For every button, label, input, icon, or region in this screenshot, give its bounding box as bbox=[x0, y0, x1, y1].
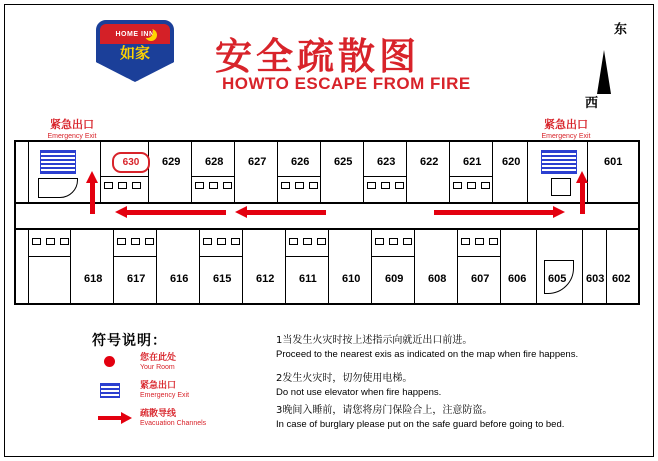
fixture bbox=[132, 182, 141, 189]
room-617: 617 bbox=[127, 273, 146, 285]
room-615: 615 bbox=[213, 273, 232, 285]
bathroom-wall bbox=[199, 256, 242, 257]
fixture bbox=[217, 238, 226, 245]
red-dot-icon bbox=[96, 352, 130, 372]
room-616: 616 bbox=[170, 273, 189, 285]
bathroom-wall bbox=[277, 176, 320, 177]
partition bbox=[242, 230, 243, 303]
fixture bbox=[403, 238, 412, 245]
compass bbox=[583, 18, 627, 110]
partition bbox=[100, 142, 101, 202]
fixture bbox=[289, 238, 298, 245]
fixture bbox=[381, 182, 390, 189]
corridor-wall-bottom bbox=[16, 228, 638, 230]
fixture bbox=[203, 238, 212, 245]
partition bbox=[500, 230, 501, 303]
partition bbox=[371, 230, 372, 303]
fixture bbox=[375, 238, 384, 245]
partition bbox=[320, 142, 321, 202]
compass-east-label: 东 bbox=[611, 22, 626, 35]
bathroom-wall bbox=[191, 176, 234, 177]
room-627: 627 bbox=[248, 156, 267, 168]
bathroom-wall bbox=[28, 256, 70, 257]
room-621: 621 bbox=[463, 156, 482, 168]
partition bbox=[199, 230, 200, 303]
legend-exit-en: Emergency Exit bbox=[140, 392, 190, 399]
room-609: 609 bbox=[385, 273, 404, 285]
partition bbox=[414, 230, 415, 303]
instruction-3-cn: 3晚间入睡前，请您将房门保险合上，注意防盗。 bbox=[276, 405, 493, 416]
fixture bbox=[60, 238, 69, 245]
red-arrow-icon bbox=[96, 408, 130, 428]
partition bbox=[234, 142, 235, 202]
instruction-1-cn: 1当发生火灾时按上述指示向就近出口前进。 bbox=[276, 335, 473, 346]
room-607: 607 bbox=[471, 273, 490, 285]
you-are-here-marker: 630 bbox=[112, 152, 150, 173]
room-602: 602 bbox=[612, 273, 631, 285]
logo-brand-text: HOME INN bbox=[100, 24, 170, 44]
exit-label-left bbox=[36, 116, 108, 140]
page-title-en: HOWTO ESCAPE FROM FIRE bbox=[222, 74, 471, 93]
fixture bbox=[303, 238, 312, 245]
room-626: 626 bbox=[291, 156, 310, 168]
exit-right-en: Emergency Exit bbox=[541, 133, 591, 140]
partition bbox=[492, 142, 493, 202]
instruction-3-en: In case of burglary please put on the safe guard before going to bed. bbox=[276, 419, 565, 430]
fixture bbox=[281, 182, 290, 189]
moon-icon bbox=[141, 26, 153, 38]
legend-title: 符号说明： bbox=[92, 333, 167, 349]
partition bbox=[156, 230, 157, 303]
legend-your-room-en: Your Room bbox=[140, 364, 175, 371]
bathroom-wall bbox=[100, 176, 148, 177]
legend-exit-cn: 紧急出口 bbox=[140, 381, 177, 391]
fixture bbox=[118, 182, 127, 189]
partition bbox=[113, 230, 114, 303]
evacuation-arrow-up-left bbox=[90, 182, 95, 214]
fixture bbox=[145, 238, 154, 245]
room-601: 601 bbox=[604, 156, 623, 168]
exit-right-cn: 紧急出口 bbox=[544, 118, 588, 131]
partition bbox=[70, 230, 71, 303]
fixture bbox=[117, 238, 126, 245]
elevator-right bbox=[551, 178, 571, 196]
fixture bbox=[481, 182, 490, 189]
compass-needle-icon bbox=[597, 50, 611, 94]
logo-chinese-text: 如家 bbox=[119, 44, 150, 62]
partition bbox=[285, 230, 286, 303]
room-612: 612 bbox=[256, 273, 275, 285]
floor-plan bbox=[14, 140, 640, 305]
fixture bbox=[367, 182, 376, 189]
legend-your-room-cn: 您在此处 bbox=[140, 353, 177, 363]
fixture bbox=[295, 182, 304, 189]
fixture bbox=[389, 238, 398, 245]
fixture bbox=[489, 238, 498, 245]
fixture bbox=[395, 182, 404, 189]
bathroom-wall bbox=[449, 176, 492, 177]
room-610: 610 bbox=[342, 273, 361, 285]
partition bbox=[277, 142, 278, 202]
room-603: 603 bbox=[586, 273, 605, 285]
bathroom-wall bbox=[285, 256, 328, 257]
room-620: 620 bbox=[502, 156, 521, 168]
legend-channels-cn: 疏散导线 bbox=[140, 409, 177, 419]
room-623: 623 bbox=[377, 156, 396, 168]
partition bbox=[328, 230, 329, 303]
fixture bbox=[453, 182, 462, 189]
instruction-2-en: Do not use elevator when fire happens. bbox=[276, 387, 442, 398]
bathroom-wall bbox=[113, 256, 156, 257]
legend-item-your-room bbox=[96, 350, 276, 376]
fixture bbox=[195, 182, 204, 189]
emergency-exit-stair-right bbox=[541, 150, 577, 174]
partition bbox=[582, 230, 583, 303]
evacuation-arrow-up-right bbox=[580, 182, 585, 214]
room-605: 605 bbox=[548, 273, 567, 285]
legend-channels-en: Evacuation Channels bbox=[140, 420, 207, 427]
partition bbox=[191, 142, 192, 202]
room-606: 606 bbox=[508, 273, 527, 285]
hatched-stair-icon bbox=[96, 380, 130, 400]
fixture bbox=[467, 182, 476, 189]
exit-left-cn: 紧急出口 bbox=[50, 118, 94, 131]
fixture bbox=[131, 238, 140, 245]
partition bbox=[606, 230, 607, 303]
room-628: 628 bbox=[205, 156, 224, 168]
legend-item-emergency-exit bbox=[96, 378, 276, 404]
partition bbox=[449, 142, 450, 202]
room-608: 608 bbox=[428, 273, 447, 285]
partition bbox=[28, 230, 29, 303]
fixture bbox=[317, 238, 326, 245]
fixture bbox=[223, 182, 232, 189]
partition bbox=[536, 230, 537, 303]
fixture bbox=[104, 182, 113, 189]
partition bbox=[28, 142, 29, 202]
compass-west-label: 西 bbox=[585, 96, 599, 111]
bathroom-wall bbox=[363, 176, 406, 177]
fixture bbox=[309, 182, 318, 189]
room-625: 625 bbox=[334, 156, 353, 168]
room-618: 618 bbox=[84, 273, 103, 285]
evacuation-arrow-left-2 bbox=[246, 210, 326, 215]
fixture bbox=[209, 182, 218, 189]
exit-left-en: Emergency Exit bbox=[47, 133, 97, 140]
fixture bbox=[46, 238, 55, 245]
exit-label-right bbox=[530, 116, 602, 140]
room-629: 629 bbox=[162, 156, 181, 168]
fixture bbox=[475, 238, 484, 245]
instruction-2-cn: 2发生火灾时，切勿使用电梯。 bbox=[276, 373, 413, 384]
room-622: 622 bbox=[420, 156, 439, 168]
bathroom-wall bbox=[457, 256, 500, 257]
fixture bbox=[461, 238, 470, 245]
evacuation-arrow-right-1 bbox=[434, 210, 554, 215]
partition bbox=[527, 142, 528, 202]
bathroom-wall bbox=[371, 256, 414, 257]
partition bbox=[406, 142, 407, 202]
instruction-1-en: Proceed to the nearest exis as indicated on the map when fire happens. bbox=[276, 349, 579, 360]
instruction-3 bbox=[276, 404, 646, 431]
fixture bbox=[231, 238, 240, 245]
legend-item-evacuation-channels bbox=[96, 406, 276, 432]
instruction-1 bbox=[276, 334, 646, 361]
partition bbox=[363, 142, 364, 202]
room-611: 611 bbox=[299, 273, 317, 285]
home-inn-logo bbox=[96, 20, 174, 82]
corridor-wall-top bbox=[16, 202, 638, 204]
evacuation-arrow-left-1 bbox=[126, 210, 226, 215]
instruction-2 bbox=[276, 372, 646, 399]
partition bbox=[457, 230, 458, 303]
fixture bbox=[32, 238, 41, 245]
emergency-exit-stair-left bbox=[40, 150, 76, 174]
partition bbox=[148, 142, 149, 202]
page-title-cn: 安全疏散图 bbox=[215, 35, 420, 78]
